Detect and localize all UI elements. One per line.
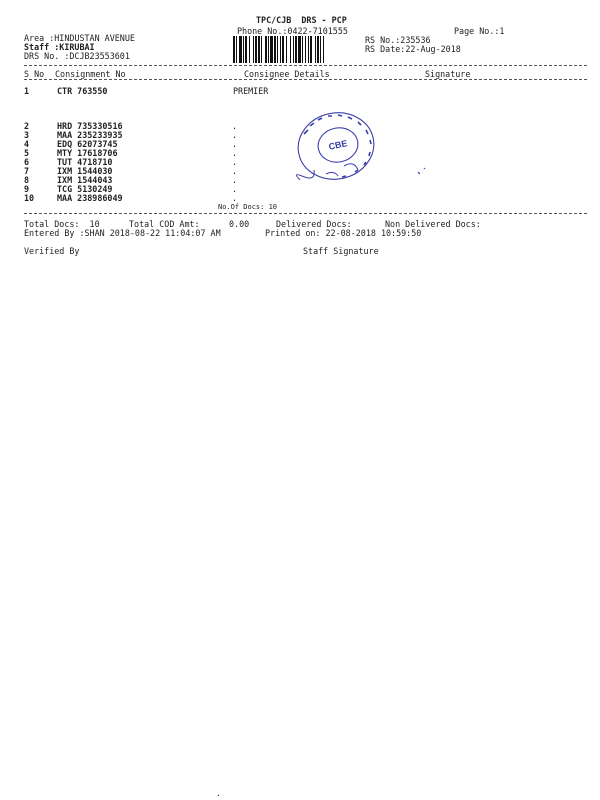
barcode-bar xyxy=(286,36,287,63)
row-consignment: MAA 235233935 xyxy=(57,130,123,140)
row-consignee: . xyxy=(232,166,238,176)
page-number: Page No.:1 xyxy=(454,26,505,36)
row-sno: 6 xyxy=(24,157,30,167)
row-sno: 8 xyxy=(24,175,30,185)
total-cod-amount: 0.00 xyxy=(229,219,250,229)
verified-by: Verified By xyxy=(24,246,80,256)
barcode-bar xyxy=(290,36,291,63)
divider-header xyxy=(24,79,587,80)
row-consignee: . xyxy=(232,157,238,167)
column-header-signature: Signature xyxy=(425,69,471,79)
barcode-bar xyxy=(233,36,235,63)
barcode-bar xyxy=(320,36,321,63)
barcode xyxy=(233,36,357,63)
drs-number: DRS No. :DCJB23553601 xyxy=(24,51,130,61)
barcode-bar xyxy=(274,36,276,63)
barcode-bar xyxy=(282,36,284,63)
staff-signature: Staff Signature xyxy=(303,246,379,256)
row-consignment: HRD 735330516 xyxy=(57,121,123,131)
barcode-bar xyxy=(243,36,244,63)
row-sno: 2 xyxy=(24,121,30,131)
row-sno: 3 xyxy=(24,130,30,140)
column-header-consignee: Consignee Details xyxy=(244,69,330,79)
barcode-bar xyxy=(239,36,242,63)
divider-top xyxy=(24,65,587,66)
row-sno: 5 xyxy=(24,148,30,158)
total-cod-label: Total COD Amt: xyxy=(129,219,200,229)
barcode-bar xyxy=(317,36,319,63)
barcode-bar xyxy=(253,36,254,63)
row-consignee: PREMIER xyxy=(233,86,269,96)
no-of-docs: No.Of Docs: 10 xyxy=(218,203,278,211)
row-consignee: . xyxy=(232,184,238,194)
row-sno: 10 xyxy=(24,193,35,203)
barcode-bar xyxy=(295,36,297,63)
row-consignment: TUT 4718710 xyxy=(57,157,113,167)
column-header-consignment: Consignment No xyxy=(55,69,126,79)
divider-footer xyxy=(24,213,587,214)
area-label: Area :HINDUSTAN AVENUE xyxy=(24,33,135,43)
barcode-bar xyxy=(261,36,262,63)
stamp-cbe-text: CBE xyxy=(327,138,349,152)
barcode-bar xyxy=(236,36,237,63)
phone-number: Phone No.:0422-7101555 xyxy=(237,26,348,36)
barcode-bar xyxy=(270,36,273,63)
barcode-bar xyxy=(315,36,316,63)
row-sno: 9 xyxy=(24,184,30,194)
row-consignee: . xyxy=(232,175,238,185)
row-consignee: . xyxy=(232,139,238,149)
barcode-bar xyxy=(268,36,269,63)
barcode-bar xyxy=(265,36,267,63)
barcode-bar xyxy=(277,36,278,63)
barcode-bar xyxy=(293,36,294,63)
printed-on: Printed on: 22-08-2018 10:59:50 xyxy=(265,228,422,238)
barcode-bar xyxy=(245,36,247,63)
row-sno: 1 xyxy=(24,86,30,96)
row-sno: 7 xyxy=(24,166,30,176)
row-consignment: EDQ 62073745 xyxy=(57,139,118,149)
delivered-docs: Delivered Docs: xyxy=(276,219,352,229)
barcode-bar xyxy=(302,36,303,63)
non-delivered-docs: Non Delivered Docs: xyxy=(385,219,481,229)
barcode-bar xyxy=(323,36,324,63)
row-consignment: MAA 238986049 xyxy=(57,193,123,203)
row-consignment: IXM 1544043 xyxy=(57,175,113,185)
row-consignment: IXM 1544030 xyxy=(57,166,113,176)
total-docs: Total Docs: 10 xyxy=(24,219,100,229)
stamp-tick xyxy=(418,168,425,174)
barcode-bar xyxy=(308,36,309,63)
row-consignee: . xyxy=(232,121,238,131)
row-consignee: . xyxy=(232,148,238,158)
barcode-bar xyxy=(310,36,312,63)
row-consignee: . xyxy=(232,193,238,203)
row-consignee: . xyxy=(232,130,238,140)
barcode-bar xyxy=(249,36,250,63)
row-consignment: CTR 763550 xyxy=(57,86,108,96)
row-consignment: MTY 17618706 xyxy=(57,148,118,158)
rs-date: RS Date:22-Aug-2018 xyxy=(365,44,461,54)
column-header-sno: S No xyxy=(24,69,45,79)
staff-label: Staff :KIRUBAI xyxy=(24,42,95,52)
barcode-bar xyxy=(280,36,281,63)
courier-stamp xyxy=(286,110,436,194)
stamp-signature-stroke xyxy=(296,164,358,180)
barcode-bar xyxy=(305,36,306,63)
barcode-bar xyxy=(255,36,257,63)
barcode-bar xyxy=(258,36,260,63)
rs-number: RS No.:235536 xyxy=(365,35,431,45)
entered-by: Entered By :SHAN 2018-08-22 11:04:07 AM xyxy=(24,228,221,238)
row-consignment: TCG 5130249 xyxy=(57,184,113,194)
barcode-bar xyxy=(298,36,301,63)
row-sno: 4 xyxy=(24,139,30,149)
stray-mark: . xyxy=(216,789,221,798)
document-title: TPC/CJB DRS - PCP xyxy=(256,15,347,25)
